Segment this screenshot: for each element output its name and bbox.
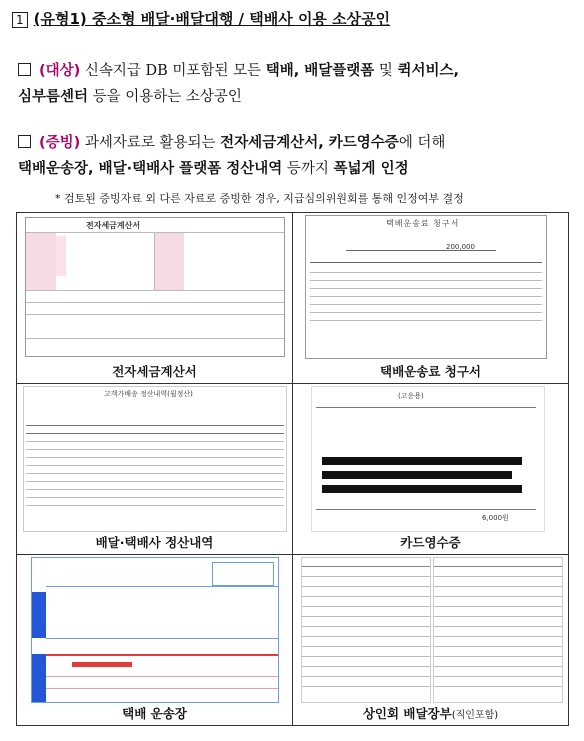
- caption-settlement: 배달·택배사 정산내역: [95, 535, 214, 550]
- merchant-ledger-image: [293, 555, 568, 703]
- section-heading: [12, 8, 390, 29]
- section-title: (유형1) 중소형 배달·배달대행 / 택배사 이용 소상공인: [33, 10, 391, 28]
- caption-waybill: 택배 운송장: [122, 706, 187, 721]
- target-paragraph: (대상) 신속지급 DB 미포함된 모든 택배, 배달플랫폼 및 퀵서비스, 심부름센터 등을 이용하는 소상공인: [18, 63, 460, 105]
- checkbox-icon: [18, 135, 31, 148]
- section-number: 1: [12, 12, 28, 28]
- settlement-image: 고객가배송 정산내역(월정산): [17, 384, 292, 532]
- delivery-bill-image: 택배운송료 청구서 200,000: [293, 213, 568, 361]
- checkbox-icon: [18, 63, 31, 76]
- evidence-paragraph: (증빙) 과세자료로 활용되는 전자세금계산서, 카드영수증에 더해 택배운송장, 배달·택배사 플랫폼 정산내역 등까지 폭넓게 인정: [18, 135, 446, 177]
- caption-delivery-bill: 택배운송료 청구서: [380, 364, 481, 379]
- caption-card-receipt: 카드영수증: [400, 535, 461, 550]
- card-receipt-image: (고운용) 6,000원: [293, 384, 568, 532]
- tax-invoice-image: 전자세금계산서: [17, 213, 292, 361]
- caption-merchant-ledger: 상인회 배달장부(직인포함): [362, 706, 499, 721]
- waybill-image: [17, 555, 292, 703]
- evidence-examples-table: [16, 212, 569, 726]
- footnote: * 검토된 증빙자료 외 다른 자료로 증빙한 경우, 지급심의위원회를 통해 인정여부 결정: [55, 192, 464, 205]
- caption-tax-invoice: 전자세금계산서: [112, 364, 197, 379]
